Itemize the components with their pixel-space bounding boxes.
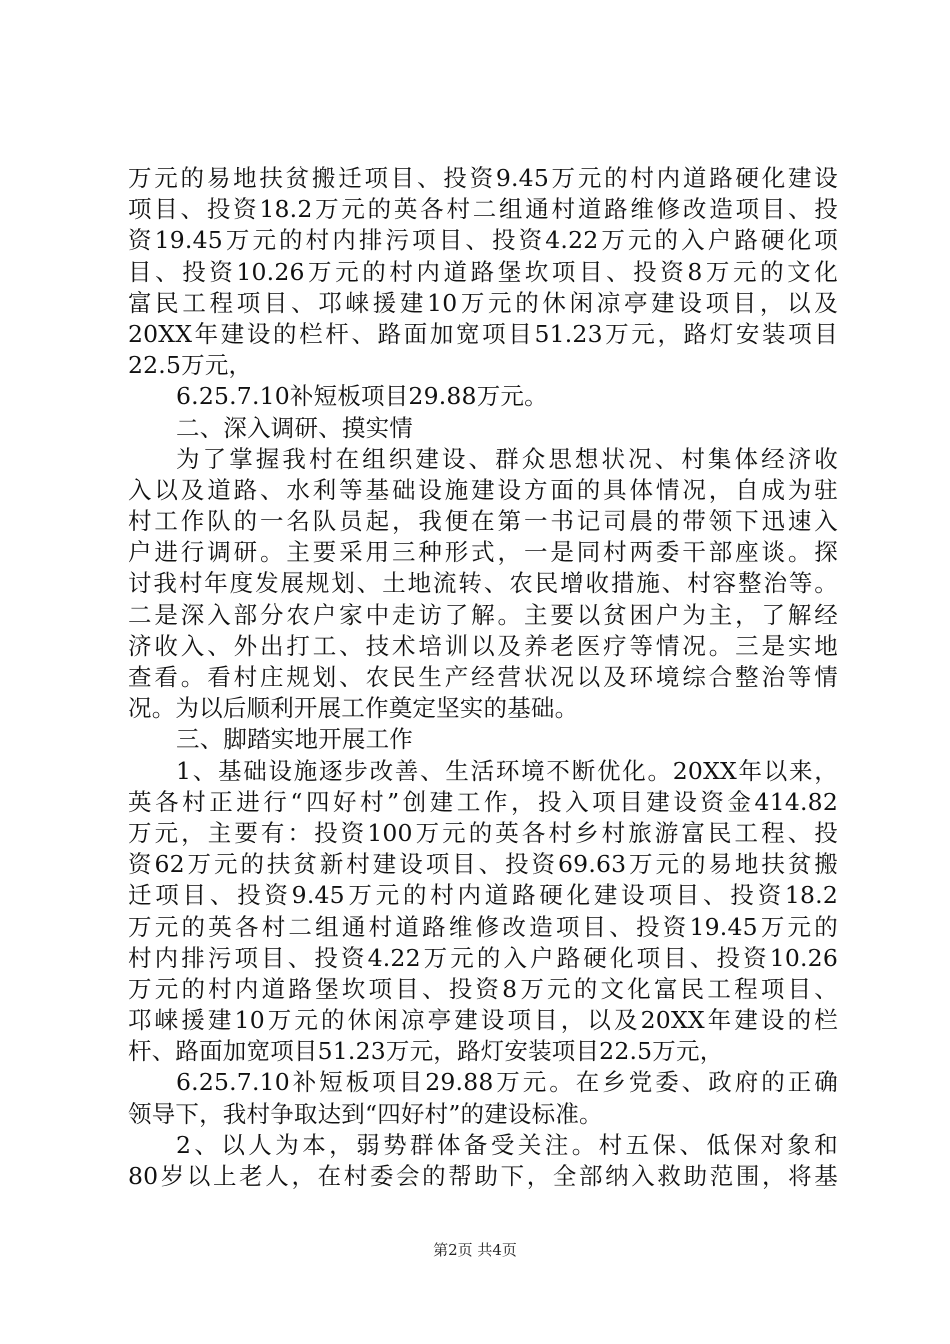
- text-line: 查看。看村庄规划、农民生产经营状况以及环境综合整治等情: [128, 663, 838, 691]
- text-line: 6.25.7.10补短板项目29.88万元。在乡党委、政府的正确: [176, 1068, 838, 1097]
- text-line: 1、基础设施逐步改善、生活环境不断优化。20XX年以来，: [176, 756, 838, 785]
- text-line: 20XX年建设的栏杆、路面加宽项目51.23万元，路灯安装项目: [128, 319, 838, 348]
- text-line: 村工作队的一名队员起，我便在第一书记司晨的带领下迅速入: [128, 507, 838, 536]
- text-line: 目、投资10.26万元的村内道路堡坎项目、投资8万元的文化: [128, 257, 838, 286]
- text-line: 万元的村内道路堡坎项目、投资8万元的文化富民工程项目、: [128, 974, 838, 1003]
- text-line: 二是深入部分农户家中走访了解。主要以贫困户为主，了解经: [128, 600, 838, 629]
- document-body: [128, 163, 838, 1192]
- text-line: 万元的英各村二组通村道路维修改造项目、投资19.45万元的: [128, 912, 838, 941]
- text-line: 迁项目、投资9.45万元的村内道路硬化建设项目、投资18.2: [128, 881, 838, 910]
- text-line: 为了掌握我村在组织建设、群众思想状况、村集体经济收: [176, 444, 838, 473]
- text-line: 资62万元的扶贫新村建设项目、投资69.63万元的易地扶贫搬: [128, 850, 838, 879]
- page-footer: [0, 1240, 950, 1260]
- text-line: 英各村正进行“四好村”创建工作，投入项目建设资金414.82: [128, 787, 838, 816]
- text-line: 80岁以上老人，在村委会的帮助下，全部纳入救助范围，将基: [128, 1162, 838, 1190]
- text-line: 资19.45万元的村内排污项目、投资4.22万元的入户路硬化项: [128, 226, 838, 255]
- text-line: 户进行调研。主要采用三种形式，一是同村两委干部座谈。探: [128, 538, 838, 567]
- text-line: 讨我村年度发展规划、土地流转、农民增收措施、村容整治等。: [128, 569, 838, 598]
- text-line: 杆、路面加宽项目51.23万元，路灯安装项目22.5万元，: [128, 1037, 724, 1066]
- text-line: 济收入、外出打工、技术培训以及养老医疗等情况。三是实地: [128, 631, 838, 660]
- text-line: 6.25.7.10补短板项目29.88万元。: [176, 382, 548, 411]
- text-line: 富民工程项目、邛崃援建10万元的休闲凉亭建设项目，以及: [128, 288, 838, 317]
- text-line: 项目、投资18.2万元的英各村二组通村道路维修改造项目、投: [128, 195, 838, 224]
- page-number-label: 第2页 共4页: [433, 1241, 517, 1259]
- text-line: 入以及道路、水利等基础设施建设方面的具体情况，自成为驻: [128, 475, 838, 504]
- text-line: 况。为以后顺利开展工作奠定坚实的基础。: [128, 694, 579, 723]
- text-line: 村内排污项目、投资4.22万元的入户路硬化项目、投资10.26: [128, 943, 838, 972]
- text-line: 邛崃援建10万元的休闲凉亭建设项目，以及20XX年建设的栏: [128, 1006, 838, 1035]
- section-heading: 二、深入调研、摸实情: [176, 413, 413, 442]
- section-heading: 三、脚踏实地开展工作: [176, 725, 413, 754]
- text-line: 万元，主要有：投资100万元的英各村乡村旅游富民工程、投: [128, 818, 838, 847]
- text-line: 22.5万元，: [128, 351, 253, 380]
- text-line: 领导下，我村争取达到“四好村”的建设标准。: [128, 1099, 603, 1128]
- text-line: 万元的易地扶贫搬迁项目、投资9.45万元的村内道路硬化建设: [128, 164, 838, 192]
- text-line: 2、以人为本，弱势群体备受关注。村五保、低保对象和: [176, 1130, 838, 1159]
